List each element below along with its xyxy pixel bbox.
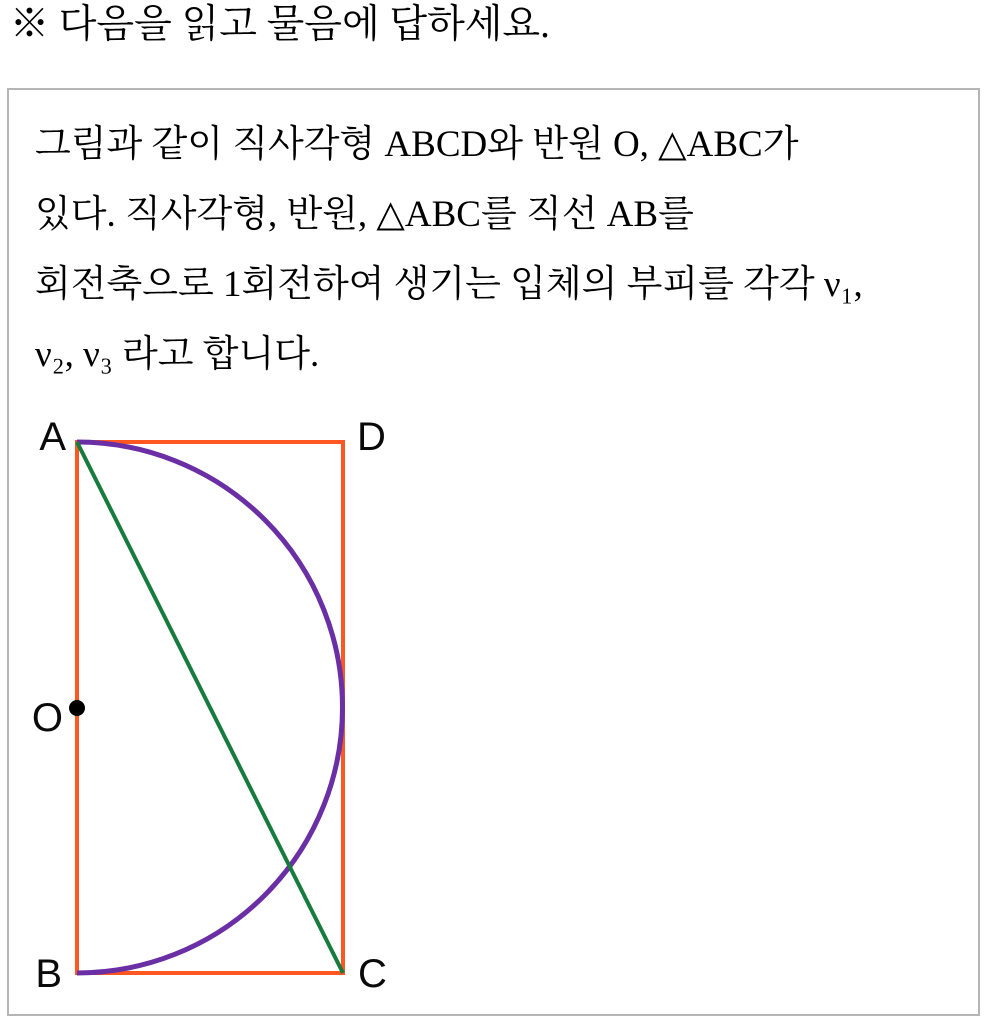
diagonal-ac — [77, 442, 343, 973]
page-instruction: ※ 다음을 읽고 물음에 답하세요. — [10, 3, 550, 46]
label-d: D — [357, 415, 386, 459]
label-o: O — [31, 696, 63, 740]
label-b: B — [35, 952, 62, 996]
problem-line-3: 회전축으로 1회전하여 생기는 입체의 부피를 각각 ν₁, — [35, 264, 863, 305]
label-a: A — [39, 415, 66, 459]
problem-line-4: ν₂, ν₃ 라고 합니다. — [35, 334, 320, 375]
problem-line-2: 있다. 직사각형, 반원, △ABC를 직선 AB를 — [35, 194, 694, 235]
problem-line-1: 그림과 같이 직사각형 ABCD와 반원 O, △ABC가 — [35, 124, 799, 165]
label-c: C — [358, 952, 387, 996]
center-point-o — [69, 700, 85, 716]
